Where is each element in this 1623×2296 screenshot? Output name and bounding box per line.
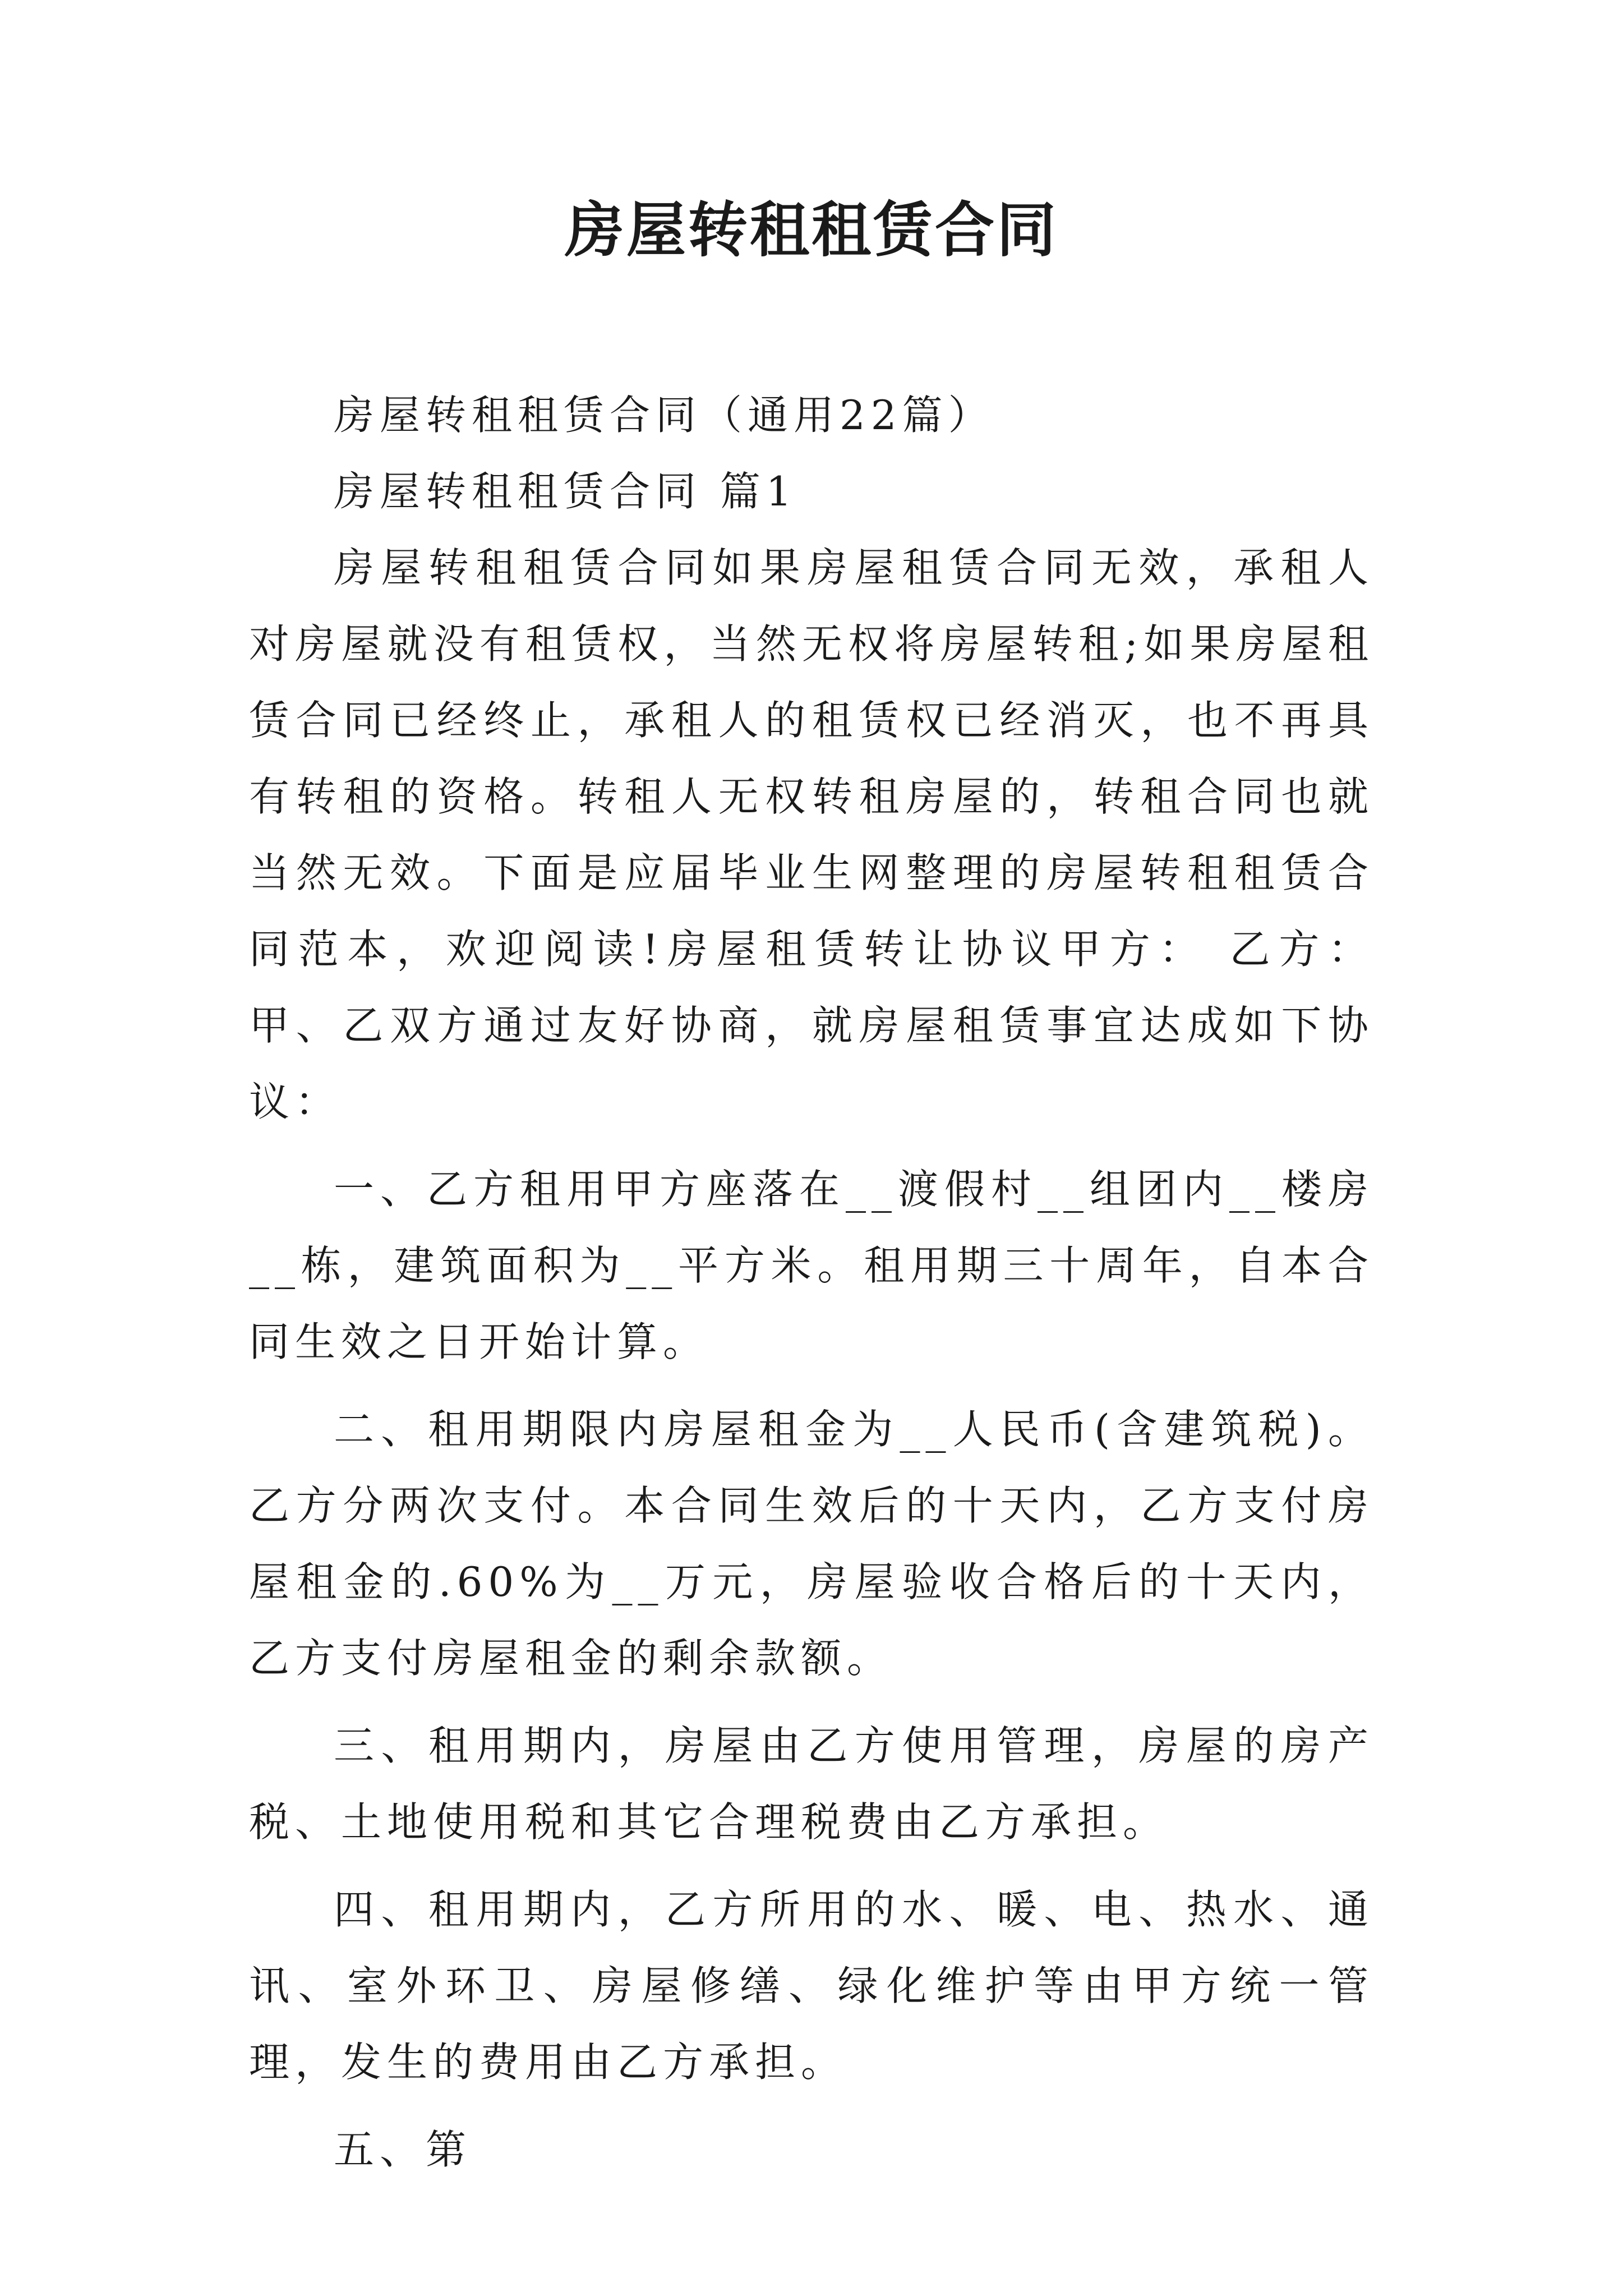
paragraph-clause-3: 三、租用期内，房屋由乙方使用管理，房屋的房产税、土地使用税和其它合理税费由乙方承担。 xyxy=(249,1722,1374,1846)
paragraph-section-heading: 房屋转租租赁合同 篇1 xyxy=(334,468,797,515)
paragraph-subtitle: 房屋转租租赁合同（通用22篇） xyxy=(334,392,994,439)
document-title: 房屋转租租赁合同 xyxy=(565,195,1058,265)
document-body xyxy=(249,377,1374,2188)
paragraph-clause-5: 五、第 xyxy=(334,2126,472,2173)
paragraph-clause-4: 四、租用期内，乙方所用的水、暖、电、热水、通讯、室外环卫、房屋修缮、绿化维护等由甲方统一管理，发生的费用由乙方承担。 xyxy=(249,1886,1374,2086)
paragraph-clause-2: 二、租用期限内房屋租金为__人民币(含建筑税)。乙方分两次支付。本合同生效后的十天内，乙方支付房屋租金的.60%为__万元，房屋验收合格后的十天内，乙方支付房屋租金的剩余款额。 xyxy=(249,1406,1374,1682)
paragraph-clause-1: 一、乙方租用甲方座落在__渡假村__组团内__楼房__栋，建筑面积为__平方米。租用期三十周年，自本合同生效之日开始计算。 xyxy=(249,1166,1374,1365)
paragraph-intro: 房屋转租租赁合同如果房屋租赁合同无效，承租人对房屋就没有租赁权，当然无权将房屋转租;如果房屋租赁合同已经终止，承租人的租赁权已经消灭，也不再具有转租的资格。转租人无权转租房屋的，转租合同也就当然无效。下面是应届毕业生网整理的房屋转租租赁合同范本，欢迎阅读!房屋租赁转让协议甲方： 乙方：甲、乙双方通过友好协商，就房屋租赁事宜达成如下协议： xyxy=(249,544,1374,1125)
